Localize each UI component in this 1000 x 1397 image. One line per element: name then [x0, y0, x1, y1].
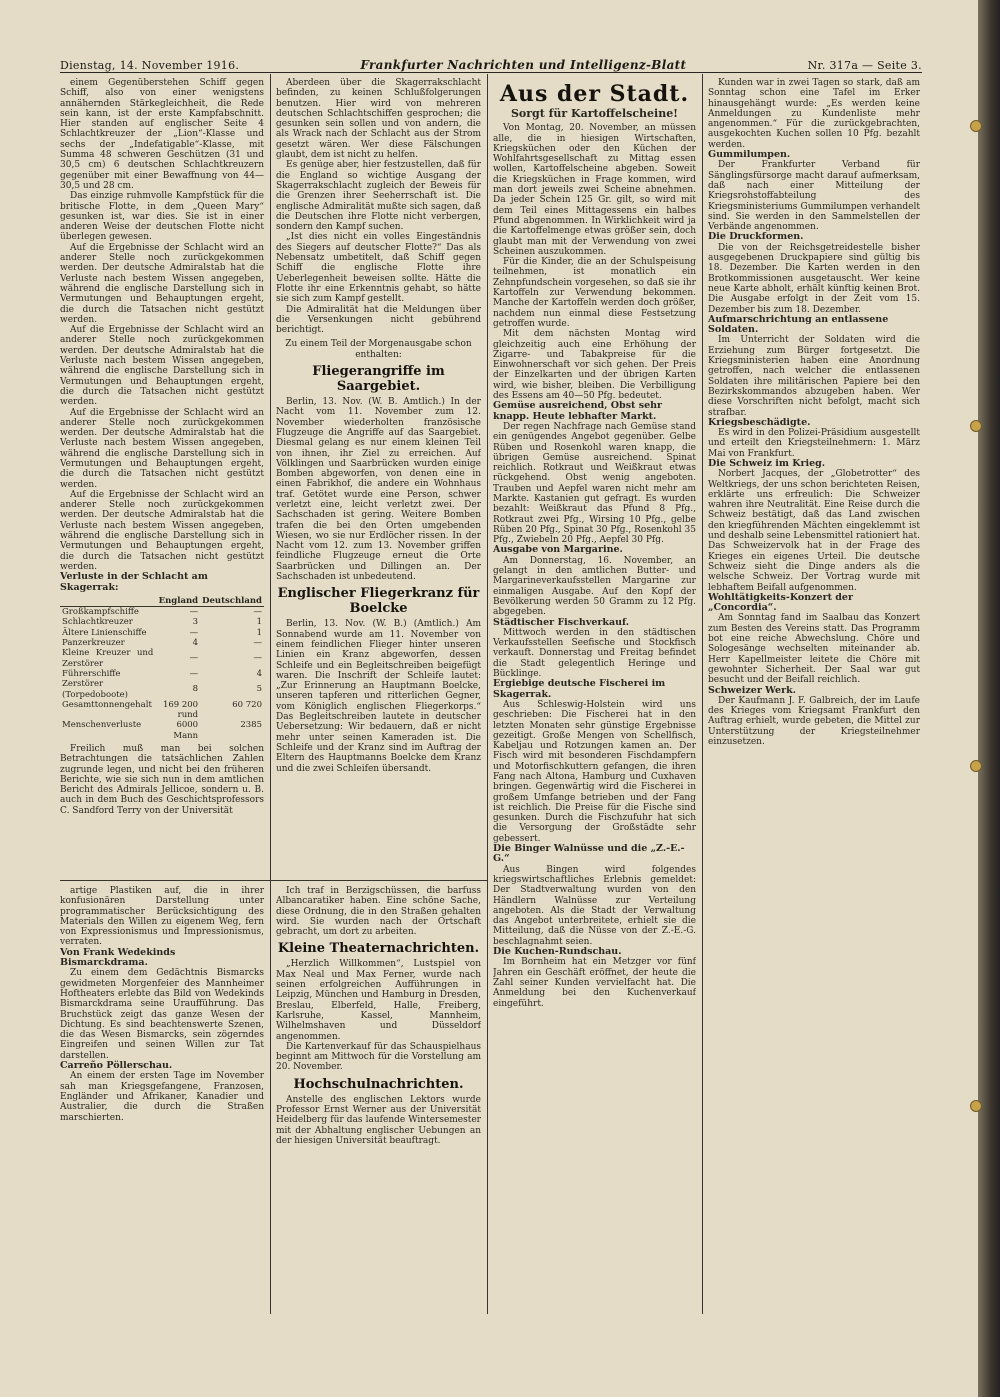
article-headline: Aufmarschrichtung an entlassene Soldaten. — [708, 313, 889, 336]
headline-fliegerkranz: Englischer Fliegerkranz für Boelcke — [277, 586, 480, 617]
paragraph: Zu einem dem Gedächtnis Bismarcks gewidmeten Morgenfeier des Mannheimer Hoftheaters erlebte das Bild von Wedekinds Bismarckdrama seine Uraufführung. Das Bruchstück zeigt das ganze Wesen der Dichtung. Es sind beachtenswerte Szenen, die das Wesen Bismarcks, sein zögerndes Eingreifen und seinen Willen zur Tat darstellen. — [60, 968, 264, 1061]
paragraph: Die Admiralität hat die Meldungen über die Versenkungen nicht gebührend berichtigt. — [276, 304, 481, 336]
article-headline: Ausgabe von Margarine. — [493, 544, 623, 556]
paragraph: Auf die Ergebnisse der Schlacht wird an anderer Stelle noch zurückgekommen werden. Der deutsche Admiralstab hat die Verluste nach bestem Wissen angegeben, während die englische Darstellung sich in Vermutungen und Behauptungen ergeht, die durch die Tatsachen nicht gestützt werden. — [60, 242, 264, 325]
binding-ring — [970, 120, 982, 132]
paragraph: Auf die Ergebnisse der Schlacht wird an anderer Stelle noch zurückgekommen werden. Der deutsche Admiralstab hat die Verluste nach bestem Wissen angegeben, während die englische Darstellung sich in Vermutungen und Behauptungen ergeht, die durch die Tatsachen nicht gestützt werden. — [60, 407, 264, 490]
paragraph: Mittwoch werden in den städtischen Verkaufsstellen Seefische und Stockfisch verkauft. Donnerstag und Freitag befindet die Stadt gelegentlich Heringe und Bücklinge. — [493, 627, 696, 680]
paragraph: Auf die Ergebnisse der Schlacht wird an anderer Stelle noch zurückgekommen werden. Der deutsche Admiralstab hat die Verluste nach bestem Wissen angegeben, während die englische Darstellung sich in Vermutungen und Behauptungen ergeht, die durch die Tatsachen nicht gestützt werden. — [60, 325, 264, 408]
section-title: Aus der Stadt. — [499, 81, 690, 107]
table-row — [60, 617, 264, 627]
table-cell: Schlachtkreuzer — [62, 617, 133, 628]
table-cell: 3 — [192, 617, 199, 628]
paragraph: Im Bornheim hat ein Metzger vor fünf Jahren ein Geschäft eröffnet, der heute die Zahl seiner Kunden vervielfacht hat. Die Anmeldung bei den Kuchenverkauf eingeführt. — [493, 957, 696, 1009]
table-cell: Führerschiffe — [62, 668, 121, 679]
paragraph: Die Kartenverkauf für das Schauspielhaus beginnt am Mittwoch für die Vorstellung am 20. November. — [276, 1041, 481, 1073]
masthead — [60, 56, 922, 73]
table-row — [60, 628, 264, 638]
table-cell: 1 — [256, 617, 262, 628]
table-cell: rund 6000 Mann — [173, 710, 199, 741]
table-cell: Zerstörer (Torpedoboote) — [62, 679, 128, 700]
paragraph: Die von der Reichsgetreidestelle bisher ausgegebenen Druckpapiere sind gültig bis 18. Dezember. Die Karten werden in den Brotkommissionen ausgetauscht. Wer keine neue Karte abholt, erhält künftig keinen Brot. Die Ausgabe erfolgt in der Zeit vom 15. Dezember bis zum 18. Dezember. — [708, 242, 920, 315]
table-cell: Panzerkreuzer — [62, 638, 125, 649]
table-row — [60, 607, 264, 618]
article-headline: Schweizer Werk. — [708, 684, 796, 696]
masthead-page-number: Nr. 317a — Seite 3. — [807, 59, 922, 72]
paragraph: Auf die Ergebnisse der Schlacht wird an anderer Stelle noch zurückgekommen werden. Der deutsche Admiralstab hat die Verluste nach bestem Wissen angegeben, während die englische Darstellung sich in Vermutungen und Behauptungen ergeht, die durch die Tatsachen nicht gestützt werden. — [60, 489, 264, 572]
paragraph: Der regen Nachfrage nach Gemüse stand ein genügendes Angebot gegenüber. Gelbe Rüben und Rosenkohl waren knapp, die übrigen Gemüse ausreichend. Spinat reichlich. Rotkraut und Weißkraut etwas rückgehend. Obst wenig angeboten. Trauben und Aepfel waren nicht mehr am Markte. Kastanien gut gefragt. Es wurden bezahlt: Weißkraut das Pfund 8 Pfg., Rotkraut zwei Pfg., Wirsing 10 Pfg., gelbe Rüben 20 Pfg., Spinat 30 Pfg., Rosenkohl 35 Pfg., Zwiebeln 20 Pfg., Aepfel 30 Pfg. — [493, 421, 696, 546]
masthead-title: Frankfurter Nachrichten und Intelligenz-Blatt — [360, 58, 687, 72]
paragraph: Freilich muß man bei solchen Betrachtungen die tatsächlichen Zahlen zugrunde legen, und nicht bei den früheren Berichte, wie sie sich nun in dem amtlichen Bericht des Admirals Jellicoe, sondern u. B. auch in dem Buch des Geschichtsprofessors C. Sandford Terry von der Universität — [60, 744, 264, 816]
table-header-row — [60, 596, 264, 607]
table-header-cell: England — [155, 596, 200, 607]
paragraph: Aus Bingen wird folgendes kriegswirtschaftliches Erlebnis gemeldet: Der Stadtverwaltung wurden von den Händlern Walnüsse zur Verteilung angeboten. Als die Stadt der Verwaltung das Angebot unterbreitete, erhielt sie die Mitteilung, daß die Nüsse von der Z.-E.-G. beschlagnahmt seien. — [493, 864, 696, 947]
losses-table — [60, 596, 264, 741]
article-headline: Kriegsbeschädigte. — [708, 416, 811, 428]
article-skagerrak-col2 — [276, 78, 481, 876]
paragraph: Berlin, 13. Nov. (W. B. Amtlich.) In der Nacht vom 11. November zum 12. November wiederholten französische Flugzeuge die Angriffe auf das Saargebiet. Diesmal gelang es nur einem kleinen Teil von ihnen, ihr Ziel zu erreichen. Auf Völklingen und Saarbrücken wurden einige Bomben abgeworfen, von denen eine in einen Fabrikhof, die andere ein Wohnhaus traf. Getötet wurde eine Person, schwer verletzt eine, leicht verletzt zwei. Der Sachschaden ist gering. Weitere Bomben trafen die bei den Orten umgebenden Wiesen, wo sie nur Erdlöcher rissen. In der Nacht vom 12. zum 13. November griffen feindliche Flugzeuge erneut die Orte Saarbrücken und Dillingen an. Der Sachschaden ist unbedeutend. — [276, 397, 481, 583]
table-cell: — — [189, 668, 199, 679]
table-row — [60, 700, 264, 710]
table-cell: 2385 — [240, 720, 262, 731]
table-row — [60, 648, 264, 669]
article-headline: Die Druckformen. — [708, 231, 804, 243]
article-skagerrak-col1 — [60, 78, 264, 876]
table-cell: Menschenverluste — [62, 720, 142, 731]
binding-ring — [970, 420, 982, 432]
binding-rings — [970, 0, 982, 1397]
paragraph: Aus Schleswig-Holstein wird uns geschrieben: Die Fischerei hat in den letzten Monaten sehr günstige Ergebnisse gezeitigt. Große Mengen von Schellfisch, Kabeljau und Rotzungen kamen an. Der Fisch wird mit besonderen Fischdampfern und Motorfischkuttern gefangen, die ihren Fang nach Altona, Hamburg und Cuxhaven bringen. Gegenwärtig wird die Fischerei in großem Umfange betrieben und der Fang ist reichlich. Die Preise für die Fische sind gesunken. Durch die Fischzufuhr hat sich die Versorgung der Großstädte sehr gebessert. — [493, 699, 696, 844]
table-cell: 60 720 — [232, 699, 262, 710]
table-cell: 1 — [256, 627, 262, 638]
paragraph: Es genüge aber, hier festzustellen, daß für die England so wichtige Ausgang der Skagerrakschlacht zugleich der Beweis für die Grenzen ihrer Seeherrschaft ist. Die englische Admiralität mußte sich sagen, daß die Deutschen ihre Flotte nicht verbergen, sondern den Kampf suchen. — [276, 160, 481, 233]
table-cell: 8 — [192, 684, 199, 695]
paragraph: Es wird in den Polizei-Präsidium ausgestellt und erteilt den Kriegsteilnehmern: 1. März Mai von Frankfurt. — [708, 428, 920, 459]
section-local-news — [708, 78, 920, 1314]
article-headline: Die Kuchen-Rundschau. — [493, 946, 622, 958]
headline-theaternachrichten: Kleine Theaternachrichten. — [277, 941, 480, 957]
paragraph: einem Gegenüberstehen Schiff gegen Schiff, also von einer wenigstens annähernden Stärkegleichheit, die Rede sein kann, ist der erste Kampfabschnitt. Hier standen auf englischer Seite 4 Schlachtkreuzer der „Lion“-Klasse und sechs der „Indefatigable“-Klasse, mit Summa 48 schweren Geschützen (31 und 30,5 cm) 6 deutschen Schlachtkreuzern gegenüber mit einer Bewaffnung von 44—30,5 und 28 cm. — [60, 78, 264, 191]
table-row — [60, 669, 264, 679]
paragraph: Im Unterricht der Soldaten wird die Erziehung zum Bürger fortgesetzt. Die Kriegsministerien haben eine Anordnung getroffen, nach welcher die entlassenen Soldaten ihre militärischen Papiere bei den Bezirkskommandos abzugeben haben. Wer diese Vorschriften nicht befolgt, macht sich strafbar. — [708, 335, 920, 418]
feuilleton-col1 — [60, 886, 264, 1314]
table-cell: — — [189, 627, 199, 638]
table-header-cell — [60, 596, 155, 607]
table-cell: — — [189, 653, 199, 664]
paragraph: Berlin, 13. Nov. (W. B.) (Amtlich.) Am Sonnabend wurde am 11. November von einem feindlichen Flieger hinter unseren Linien ein Kranz abgeworfen, dessen Schleife und ein Begleitschreiben beigefügt waren. Die Inschrift der Schleife lautet: „Zur Erinnerung an Hauptmann Boelcke, unseren tapferen und ritterlichen Gegner, vom Königlich englischen Fliegerkorps.“ Das Begleitschreiben lautete in deutscher Uebersetzung: Wir bedauern, daß er nicht mehr unter seinen Kameraden ist. Die Schleife und der Kranz sind im Auftrag der Eltern des Hauptmanns Boelcke dem Kranz und die zwei Schleifen übersandt. — [276, 619, 481, 774]
paragraph: Am Donnerstag, 16. November, an gelangt in den amtlichen Butter- und Margarineverkaufsstellen Margarine zur einmaligen Ausgabe. Auf den Kopf der Bevölkerung werden 50 Gramm zu 12 Pfg. abgegeben. — [493, 555, 696, 618]
paragraph: Ich traf in Berzigschüssen, die barfuss Albancaratiker haben. Eine schöne Sache, diese Ordnung, die in den Straßen gehalten wird. Sie wurden nach der Ortschaft gebracht, um dort zu arbeiten. — [276, 886, 481, 938]
paragraph: „Ist dies nicht ein volles Eingeständnis des Siegers auf deutscher Flotte?“ Das als Nebensatz umbetitelt, daß Schiff gegen Schiff die englische Flotte ihre Ueberlegenheit beweisen sollte. Hätte die Flotte ihr eine Erkenntnis gehabt, so hätte sie sich zum Kampf gestellt. — [276, 232, 481, 305]
paragraph: Anstelle des englischen Lektors wurde Professor Ernst Werner aus der Universität Heidelberg für das laufende Wintersemester mit der Abhaltung englischer Uebungen an der hiesigen Universität beauftragt. — [276, 1094, 481, 1146]
column-rule — [702, 74, 703, 1314]
paragraph: Am Sonntag fand im Saalbau das Konzert zum Besten des Vereins statt. Das Programm bot eine reiche Abwechslung. Chöre und Sologesänge wechselten miteinander ab. Herr Kapellmeister leitete die Chöre mit gewohnter Sicherheit. Der Saal war gut besucht und der Beifall reichlich. — [708, 613, 920, 686]
paragraph: „Herzlich Willkommen“, Lustspiel von Max Neal und Max Ferner, wurde nach seinen erfolgreichen Aufführungen in Leipzig, München und Hamburg in Dresden, Breslau, Elberfeld, Halle, Freiberg, Karlsruhe, Kassel, Mannheim, Wilhelmshaven und Düsseldorf angenommen. — [276, 959, 481, 1042]
table-row — [60, 710, 264, 741]
article-headline: Die Binger Walnüsse und die „Z.-E.-G.“ — [493, 843, 685, 865]
paragraph: Von Montag, 20. November, an müssen alle, die in hiesigen Wirtschaften, Kriegsküchen oder den Küchen der Wohlfahrtsgesellschaft zu Mittag essen wollen, Kartoffelscheine abgeben. Soweit die Kriegsküchen in Frage kommen, wird man dort jeweils zwei Scheine abnehmen. Da jeder Schein 125 Gr. gilt, so wird mit dem Teil eines Mittagessens ein halbes Pfund abgenommen. In Wirklichkeit wird ja die Kartoffelmenge etwas größer sein, doch glaubt man mit der Verwendung von zwei Scheinen auszukommen. — [493, 123, 696, 257]
masthead-date: Dienstag, 14. November 1916. — [60, 59, 240, 72]
article-headline: Die Schweiz im Krieg. — [708, 457, 826, 469]
table-cell: — — [189, 607, 199, 618]
paragraph: Der Kaufmann J. F. Galbreich, der im Laufe des Krieges vom Kriegsamt Frankfurt den Auftrag erhielt, wurde gebeten, die Mittel zur Unterstützung der Kriegsteilnehmer einzusetzen. — [708, 695, 920, 747]
table-title: Verluste in der Schlacht am Skagerrak: — [60, 571, 208, 593]
column-rule — [487, 74, 488, 1314]
table-row — [60, 638, 264, 648]
table-cell: Großkampfschiffe — [62, 607, 139, 618]
table-header-cell: Deutschland — [200, 596, 264, 607]
article-headline: Wohltätigkeits-Konzert der „Concordia“. — [708, 591, 853, 614]
table-row — [60, 679, 264, 700]
table-cell: Ältere Linienschiffe — [62, 627, 147, 638]
article-headline: Gummilumpen. — [708, 149, 791, 161]
paragraph: Für die Kinder, die an der Schulspeisung teilnehmen, ist monatlich ein Zehnpfundschein vorgesehen, so daß sie ihr Kartoffeln zur Verwendung bekommen. Manche der Kartoffeln werden doch größer, nachdem nun einmal diese Festsetzung getroffen wurde. — [493, 257, 696, 329]
paragraph: Kunden war in zwei Tagen so stark, daß am Sonntag schon eine Tafel im Erker hinausgehängt wurde: „Es werden keine Anmeldungen zu Kundenliste mehr angenommen.“ Für die zurückgebrachten, ausgekochten Kuchen sollen 10 Pfg. bezahlt werden. — [708, 78, 920, 150]
paragraph: Der Frankfurter Verband für Sänglingsfürsorge macht darauf aufmerksam, daß nach einer Mitteilung der Kriegsrohstoffabteilung des Kriegsministeriums Gummilumpen verhandelt sind. Sie werden in den Sammelstellen der Verbände angenommen. — [708, 160, 920, 233]
paragraph: Mit dem nächsten Montag wird gleichzeitig auch eine Erhöhung der Zigarre- und Tabakpreise für die Einwohnerschaft vor sich gehen. Der Preis der Einzelkarten und der übrigen Karten wird, wie bisher, bleiben. Die Verbilligung des Essens am 40—50 Pfg. bedeutet. — [493, 329, 696, 402]
article-headline: Gemüse ausreichend, Obst sehr knapp. Heute lebhafter Markt. — [493, 400, 663, 422]
table-cell: — — [253, 638, 262, 649]
article-headline: Städtischer Fischverkauf. — [493, 616, 630, 628]
article-headline: Carreño Pöllerschau. — [60, 1060, 173, 1072]
table-cell: 5 — [256, 684, 262, 695]
binding-ring — [970, 1100, 982, 1112]
binding-ring — [970, 760, 982, 772]
table-cell: — — [253, 607, 262, 618]
table-cell: 4 — [192, 638, 199, 649]
paragraph: Norbert Jacques, der „Globetrotter“ des Weltkriegs, der uns schon berichteten Reisen, erklärte uns erfreulich: Die Schweizer wahren ihre Neutralität. Eine Reise durch die Schweiz bestätigt, daß das Land zwischen den kriegführenden Mächten eingeklemmt ist und deshalb seine Lebensmittel rationiert hat. Das Schweizervolk hat in der Frage des Krieges ein eigenes Urteil. Die deutsche Schweiz sieht die Dinge anders als die welsche Schweiz. Der Vortrag wurde mit lebhaftem Beifall aufgenommen. — [708, 469, 920, 593]
paragraph: artige Plastiken auf, die in ihrer konfusionären Darstellung unter programmatischer Berücksichtigung des Materials den Willen zu eigenem Weg, fern von Expressionismus und Impressionismus, verraten. — [60, 886, 264, 948]
article-headline: Von Frank Wedekinds Bismarckdrama. — [60, 946, 176, 969]
table-cell: 4 — [256, 668, 262, 679]
edition-note: Zu einem Teil der Morgenausgabe schon enthalten: — [285, 339, 472, 360]
article-headline: Sorgt für Kartoffelscheine! — [510, 107, 679, 120]
paragraph: Aberdeen über die Skagerrakschlacht befinden, zu keinen Schlußfolgerungen benutzen. Hier wird von mehreren deutschen Schlachtschiffen gesprochen; die gesunken sein sollen und von andern, die als Wrack nach der Schlacht aus der Strom gesetzt wären. Wer diese Fälschungen glaubt, dem ist nicht zu helfen. — [276, 78, 481, 161]
section-aus-der-stadt — [493, 78, 696, 1314]
paragraph: Das einzige ruhmvolle Kampfstück für die britische Flotte, in dem „Queen Mary“ gesunken ist, war dies. Sie ist in einer anderen Weise der deutschen Flotte nicht überlegen gewesen. — [60, 191, 264, 243]
table-cell: Gesamttonnengehalt — [62, 699, 152, 710]
article-headline: Ergiebige deutsche Fischerei im Skagerrak. — [493, 678, 666, 700]
paragraph: An einem der ersten Tage im November sah man Kriegsgefangene, Franzosen, Engländer und Afrikaner, Kanadier und Australier, die durch die Straßen marschierten. — [60, 1071, 264, 1123]
table-cell: 169 200 — [162, 699, 199, 710]
headline-hochschulnachrichten: Hochschulnachrichten. — [293, 1076, 464, 1092]
section-rule — [60, 880, 487, 881]
headline-fliegerangriffe: Fliegerangriffe im Saargebiet. — [312, 364, 445, 395]
table-cell: Kleine Kreuzer und Zerstörer — [62, 648, 154, 669]
column-rule — [270, 74, 271, 1314]
feuilleton-col2 — [276, 886, 481, 1314]
table-cell: — — [253, 653, 262, 664]
